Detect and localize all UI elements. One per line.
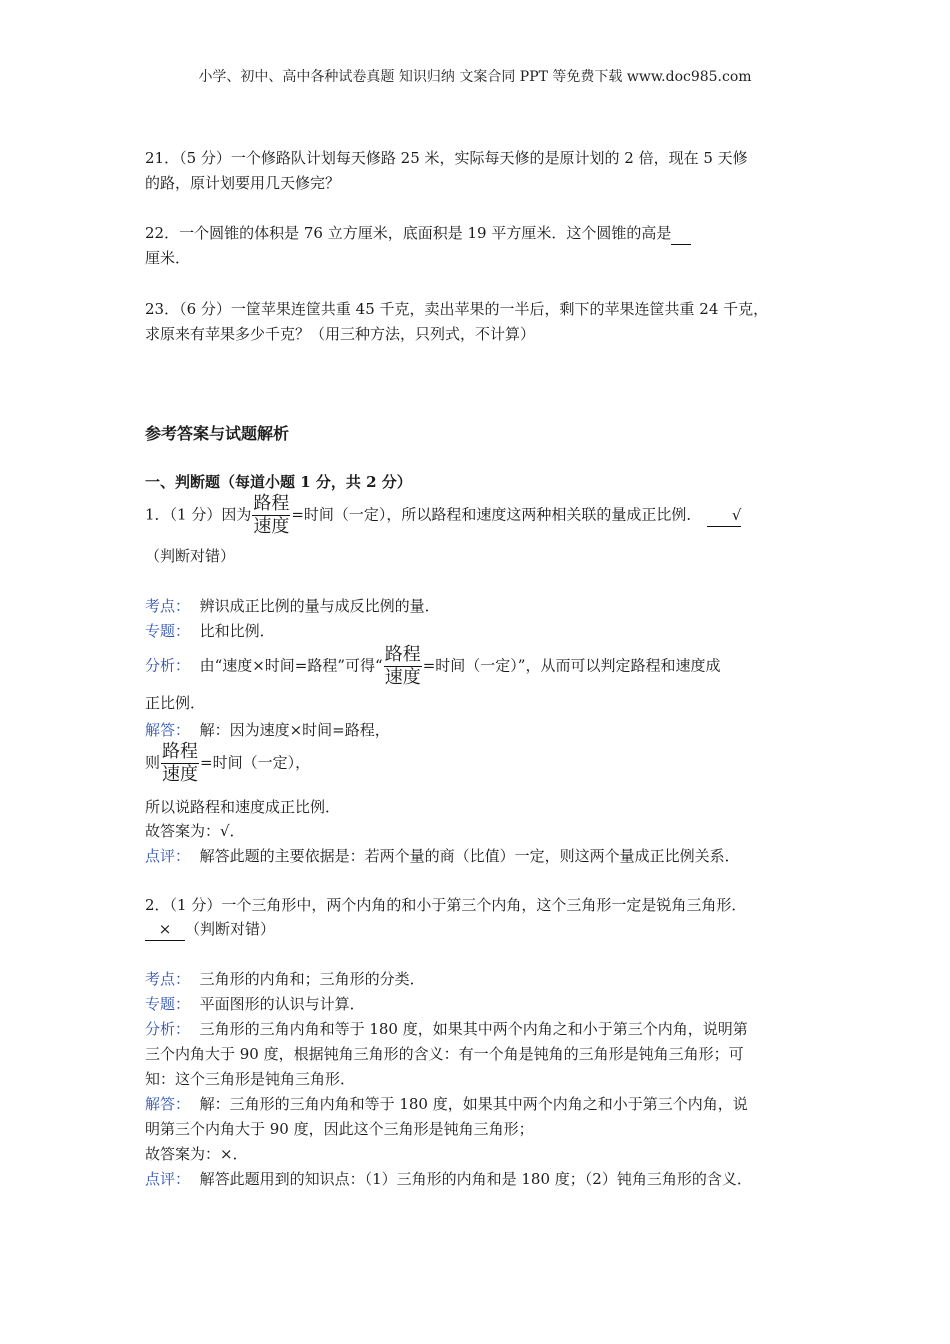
- fraction-distance-over-speed: [384, 645, 422, 688]
- kaodian-text: 三角形的内角和；三角形的分类．: [199, 970, 425, 988]
- answers-title: 参考答案与试题解析: [145, 424, 290, 443]
- fraction-denominator: 速度: [162, 764, 199, 785]
- kaodian-label: 考点：: [145, 970, 191, 988]
- dianping-label: 点评：: [145, 847, 191, 865]
- q22-line2: 厘米．: [145, 249, 191, 267]
- dianping-label: 点评：: [145, 1170, 191, 1188]
- kaodian-text: 辨识成正比例的量与成反比例的量．: [199, 597, 440, 615]
- jieda-line1: 解：三角形的三角内角和等于 180 度，如果其中两个内角之和小于第三个内角，说: [199, 1095, 748, 1113]
- p1-answer: √: [707, 504, 741, 527]
- p1-post: =时间（一定），所以路程和速度这两种相关联的量成正比例．: [291, 505, 702, 524]
- jieda-label: 解答：: [145, 1095, 191, 1113]
- zhuanti-label: 专题：: [145, 622, 191, 640]
- fenxi-label: 分析：: [145, 656, 191, 675]
- p2-dianping: [145, 1168, 752, 1190]
- fraction-distance-over-speed: [252, 494, 290, 537]
- p2-answer-line: [145, 918, 275, 941]
- p1-jieda-line4: 故答案为：√．: [145, 822, 245, 840]
- p1-zhuanti: [145, 620, 275, 642]
- dianping-text: 解答此题用到的知识点：（1）三角形的内角和是 180 度；（2）钝角三角形的含义．: [199, 1170, 752, 1188]
- kaodian-label: 考点：: [145, 597, 191, 615]
- fraction-denominator: 速度: [253, 516, 290, 537]
- fenxi-label: 分析：: [145, 1020, 191, 1038]
- p1-jieda-line2: [145, 742, 310, 785]
- p1-statement: [145, 494, 741, 537]
- fraction-denominator: 速度: [384, 667, 421, 688]
- p1-judge: （判断对错）: [145, 547, 236, 565]
- fraction-distance-over-speed: [161, 742, 199, 785]
- q23-line2: 求原来有苹果多少千克？（用三种方法，只列式，不计算）: [145, 325, 536, 343]
- p2-jieda-line2: 明第三个内角大于 90 度，因此这个三角形是钝角三角形；: [145, 1120, 534, 1138]
- jieda-label: 解答：: [145, 721, 191, 739]
- fenxi-line1: 三角形的三角内角和等于 180 度，如果其中两个内角之和小于第三个内角，说明第: [199, 1020, 748, 1038]
- p2-fenxi-line3: 知：这个三角形是钝角三角形．: [145, 1070, 356, 1088]
- q22-line1: [145, 222, 691, 245]
- zhuanti-text: 平面图形的认识与计算．: [199, 995, 365, 1013]
- p1-jieda: [145, 719, 390, 741]
- q21-line2: 的路，原计划要用几天修完？: [145, 174, 341, 192]
- zhuanti-label: 专题：: [145, 995, 191, 1013]
- p2-answer: ×: [145, 918, 185, 941]
- p2-zhuanti: [145, 993, 365, 1015]
- section1-title: 一、判断题（每道小题 1 分，共 2 分）: [145, 473, 412, 491]
- p1-pre: 1．（1 分）因为: [145, 505, 252, 524]
- q21-line1: 21．（5 分）一个修路队计划每天修路 25 米，实际每天修的是原计划的 2 倍，现在 5 天修: [145, 149, 748, 167]
- dianping-text: 解答此题的主要依据是：若两个量的商（比值）一定，则这两个量成正比例关系．: [199, 847, 740, 865]
- jieda2-pre: 则: [145, 753, 161, 772]
- p2-fenxi: [145, 1018, 748, 1040]
- p2-fenxi-line2: 三个内角大于 90 度，根据钝角三角形的含义：有一个角是钝角的三角形是钝角三角形；可: [145, 1045, 744, 1063]
- p1-fenxi-line2: 正比例．: [145, 694, 206, 712]
- zhuanti-text: 比和比例．: [199, 622, 275, 640]
- p2-statement: 2．（1 分）一个三角形中，两个内角的和小于第三个内角，这个三角形一定是锐角三角形．: [145, 896, 747, 914]
- jieda2-post: =时间（一定），: [200, 753, 311, 772]
- fraction-numerator: 路程: [253, 493, 290, 514]
- q22-text: 22．一个圆锥的体积是 76 立方厘米，底面积是 19 平方厘米．这个圆锥的高是: [145, 224, 672, 242]
- fraction-numerator: 路程: [384, 644, 421, 665]
- p2-jieda-line3: 故答案为：×．: [145, 1145, 248, 1163]
- p1-jieda-line3: 所以说路程和速度成正比例．: [145, 798, 341, 816]
- p1-dianping: [145, 845, 740, 867]
- p1-fenxi: [145, 645, 720, 688]
- p2-judge: （判断对错）: [185, 920, 276, 938]
- jieda-line1: 解：因为速度×时间=路程，: [199, 721, 390, 739]
- p2-kaodian: [145, 968, 425, 990]
- q23-line1: 23．（6 分）一筐苹果连筐共重 45 千克，卖出苹果的一半后，剩下的苹果连筐共重 24 千克，: [145, 300, 769, 318]
- fraction-numerator: 路程: [162, 741, 199, 762]
- q22-blank: [671, 222, 691, 245]
- fenxi-post: =时间（一定）”，从而可以判定路程和速度成: [422, 656, 721, 675]
- fenxi-pre: 由“速度×时间=路程”可得“: [199, 656, 383, 675]
- p2-jieda: [145, 1093, 748, 1115]
- page-header: 小学、初中、高中各种试卷真题 知识归纳 文案合同 PPT 等免费下载 www.doc985.com: [198, 69, 752, 85]
- p1-kaodian: [145, 595, 440, 617]
